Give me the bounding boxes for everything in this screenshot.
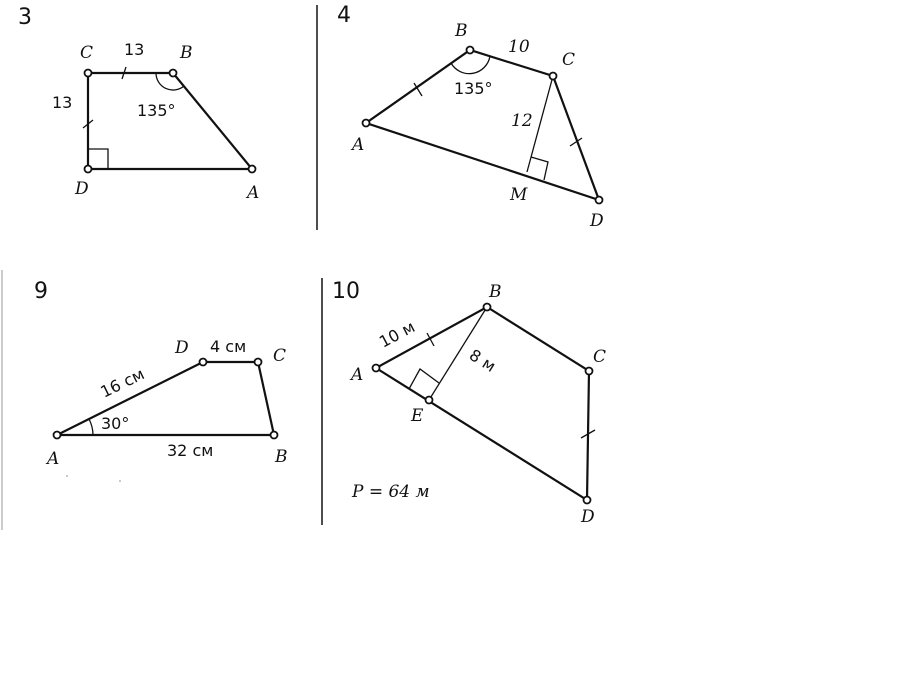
- length-ab: 32 см: [167, 441, 214, 460]
- point-a: [54, 432, 61, 439]
- label-a: A: [47, 449, 60, 469]
- point-b: [271, 432, 278, 439]
- problem-number-3: 3: [18, 5, 32, 30]
- length-be: 8 м: [465, 345, 500, 376]
- scan-speck: [66, 475, 68, 477]
- point-b: [484, 304, 491, 311]
- quadrilateral-abcd: [366, 50, 599, 200]
- point-b: [467, 47, 474, 54]
- point-a: [249, 166, 256, 173]
- right-angle-mark-e: [409, 369, 439, 389]
- label-b: B: [275, 447, 288, 467]
- trapezoid-dcba: [88, 73, 252, 169]
- label-c: C: [562, 50, 576, 70]
- label-b: B: [180, 43, 193, 63]
- angle-b-value: 135°: [137, 101, 176, 120]
- perimeter-value: P = 64 м: [352, 482, 430, 502]
- length-cd: 13: [52, 93, 73, 112]
- angle-a-value: 30°: [101, 414, 130, 433]
- length-cm: 12: [511, 111, 533, 131]
- label-a: A: [352, 135, 365, 155]
- point-e: [426, 397, 433, 404]
- scan-speck: [119, 480, 121, 482]
- problem-9: [34, 279, 288, 469]
- point-d: [596, 197, 603, 204]
- point-c: [550, 73, 557, 80]
- point-d: [85, 166, 92, 173]
- point-a: [373, 365, 380, 372]
- trapezoid-abcd: [57, 362, 274, 435]
- label-e: E: [411, 406, 424, 426]
- label-d: D: [75, 179, 89, 199]
- label-d: D: [175, 338, 189, 358]
- problem-number-10: 10: [332, 279, 360, 304]
- length-dc: 4 см: [210, 337, 247, 356]
- problem-number-4: 4: [337, 3, 351, 28]
- length-cb: 13: [124, 40, 145, 59]
- length-bc: 10: [508, 37, 530, 57]
- point-c: [85, 70, 92, 77]
- point-d: [584, 497, 591, 504]
- label-a: A: [247, 183, 260, 203]
- problem-number-9: 9: [34, 279, 48, 304]
- angle-b-value: 135°: [454, 79, 493, 98]
- point-b: [170, 70, 177, 77]
- label-c: C: [273, 346, 287, 366]
- label-a: A: [351, 365, 364, 385]
- label-c: C: [80, 43, 94, 63]
- point-d: [200, 359, 207, 366]
- label-d: D: [581, 507, 595, 527]
- point-a: [363, 120, 370, 127]
- right-angle-mark-m: [531, 157, 548, 180]
- problem-4: [337, 3, 604, 231]
- length-ab: 10 м: [375, 317, 419, 352]
- label-b: B: [455, 21, 468, 41]
- point-c: [586, 368, 593, 375]
- problem-3: [18, 5, 259, 203]
- label-c: C: [593, 347, 607, 367]
- label-d: D: [590, 211, 604, 231]
- point-c: [255, 359, 262, 366]
- label-b: B: [489, 282, 502, 302]
- angle-arc-a: [89, 419, 93, 435]
- label-m: M: [510, 185, 528, 205]
- length-ad: 16 см: [97, 364, 148, 402]
- problem-10: [332, 279, 606, 527]
